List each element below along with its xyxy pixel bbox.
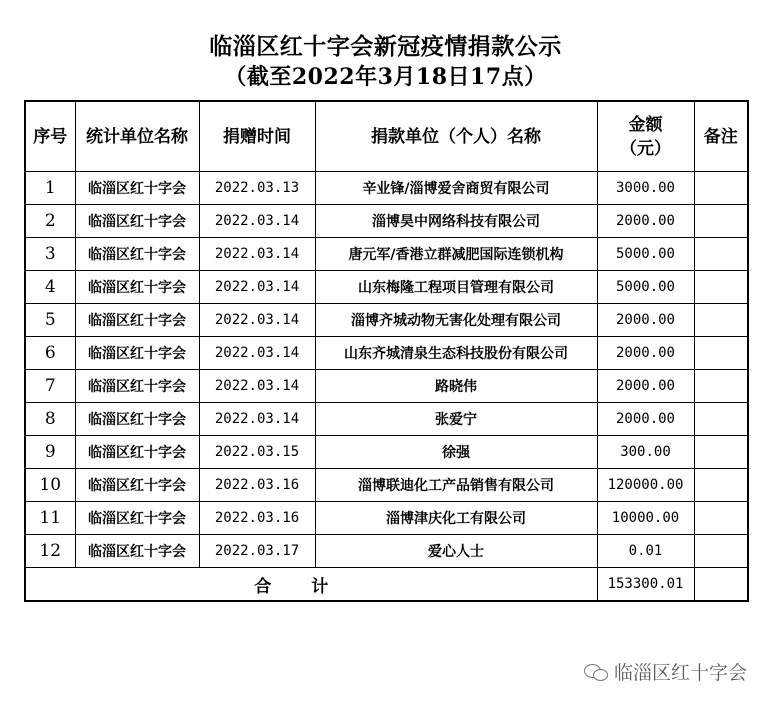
org-cell: 临淄区红十字会 <box>75 535 199 568</box>
note-cell <box>694 205 748 238</box>
table-row <box>25 436 748 469</box>
page-subtitle: （截至2022年3月18日17点） <box>224 64 547 90</box>
seq-cell: 3 <box>25 238 75 271</box>
amount-cell: 5000.00 <box>597 271 694 304</box>
org-cell: 临淄区红十字会 <box>75 337 199 370</box>
org-cell: 临淄区红十字会 <box>75 271 199 304</box>
donor-cell: 淄博齐城动物无害化处理有限公司 <box>315 304 597 337</box>
seq-cell: 10 <box>25 469 75 502</box>
donation-table <box>24 100 749 602</box>
date-cell: 2022.03.14 <box>199 370 315 403</box>
header-seq: 序号 <box>25 101 75 172</box>
seq-cell: 6 <box>25 337 75 370</box>
total-amount: 153300.01 <box>597 568 694 602</box>
donor-cell: 山东梅隆工程项目管理有限公司 <box>315 271 597 304</box>
donor-cell: 山东齐城清泉生态科技股份有限公司 <box>315 337 597 370</box>
note-cell <box>694 535 748 568</box>
header-amount-line1: 金额 <box>628 114 663 135</box>
org-cell: 临淄区红十字会 <box>75 502 199 535</box>
date-cell: 2022.03.16 <box>199 502 315 535</box>
page-title: 临淄区红十字会新冠疫情捐款公示 <box>209 33 562 60</box>
seq-cell: 11 <box>25 502 75 535</box>
table-row <box>25 271 748 304</box>
total-row <box>25 568 748 602</box>
note-cell <box>694 304 748 337</box>
org-cell: 临淄区红十字会 <box>75 370 199 403</box>
amount-cell: 2000.00 <box>597 337 694 370</box>
date-cell: 2022.03.14 <box>199 304 315 337</box>
org-cell: 临淄区红十字会 <box>75 469 199 502</box>
table-row <box>25 337 748 370</box>
donor-cell: 淄博昊中网络科技有限公司 <box>315 205 597 238</box>
seq-cell: 7 <box>25 370 75 403</box>
note-cell <box>694 370 748 403</box>
table-row <box>25 370 748 403</box>
amount-cell: 0.01 <box>597 535 694 568</box>
note-cell <box>694 469 748 502</box>
note-cell <box>694 238 748 271</box>
amount-cell: 300.00 <box>597 436 694 469</box>
note-cell <box>694 502 748 535</box>
note-cell <box>694 436 748 469</box>
header-note: 备注 <box>694 101 748 172</box>
date-cell: 2022.03.16 <box>199 469 315 502</box>
amount-cell: 2000.00 <box>597 304 694 337</box>
seq-cell: 1 <box>25 172 75 205</box>
date-cell: 2022.03.14 <box>199 403 315 436</box>
date-cell: 2022.03.14 <box>199 205 315 238</box>
donor-cell: 淄博津庆化工有限公司 <box>315 502 597 535</box>
watermark <box>584 658 747 685</box>
donor-cell: 爱心人士 <box>315 535 597 568</box>
table-row <box>25 205 748 238</box>
note-cell <box>694 271 748 304</box>
header-org: 统计单位名称 <box>75 101 199 172</box>
donor-cell: 唐元军/香港立群减肥国际连锁机构 <box>315 238 597 271</box>
donor-cell: 辛业锋/淄博爱舍商贸有限公司 <box>315 172 597 205</box>
table-row <box>25 304 748 337</box>
header-time: 捐赠时间 <box>199 101 315 172</box>
amount-cell: 120000.00 <box>597 469 694 502</box>
seq-cell: 9 <box>25 436 75 469</box>
total-note-cell <box>694 568 748 602</box>
table-row <box>25 172 748 205</box>
donor-cell: 淄博联迪化工产品销售有限公司 <box>315 469 597 502</box>
amount-cell: 2000.00 <box>597 370 694 403</box>
table-row <box>25 238 748 271</box>
header-amount-line2: （元） <box>620 138 671 159</box>
header-donor: 捐款单位（个人）名称 <box>315 101 597 172</box>
org-cell: 临淄区红十字会 <box>75 238 199 271</box>
amount-cell: 10000.00 <box>597 502 694 535</box>
seq-cell: 4 <box>25 271 75 304</box>
total-label: 合计 <box>25 568 597 602</box>
donor-cell: 张爱宁 <box>315 403 597 436</box>
org-cell: 临淄区红十字会 <box>75 205 199 238</box>
table-row <box>25 403 748 436</box>
date-cell: 2022.03.15 <box>199 436 315 469</box>
donor-cell: 徐强 <box>315 436 597 469</box>
date-cell: 2022.03.14 <box>199 238 315 271</box>
table-row <box>25 469 748 502</box>
seq-cell: 8 <box>25 403 75 436</box>
table-row <box>25 535 748 568</box>
note-cell <box>694 172 748 205</box>
table-row <box>25 502 748 535</box>
note-cell <box>694 403 748 436</box>
amount-cell: 3000.00 <box>597 172 694 205</box>
date-cell: 2022.03.14 <box>199 271 315 304</box>
wechat-icon <box>584 662 608 682</box>
donor-cell: 路晓伟 <box>315 370 597 403</box>
amount-cell: 5000.00 <box>597 238 694 271</box>
table-header-row <box>25 101 748 172</box>
seq-cell: 2 <box>25 205 75 238</box>
org-cell: 临淄区红十字会 <box>75 436 199 469</box>
org-cell: 临淄区红十字会 <box>75 403 199 436</box>
header-amount <box>597 101 694 172</box>
org-cell: 临淄区红十字会 <box>75 304 199 337</box>
date-cell: 2022.03.17 <box>199 535 315 568</box>
seq-cell: 5 <box>25 304 75 337</box>
amount-cell: 2000.00 <box>597 205 694 238</box>
seq-cell: 12 <box>25 535 75 568</box>
date-cell: 2022.03.14 <box>199 337 315 370</box>
watermark-text: 临淄区红十字会 <box>613 662 747 684</box>
org-cell: 临淄区红十字会 <box>75 172 199 205</box>
amount-cell: 2000.00 <box>597 403 694 436</box>
note-cell <box>694 337 748 370</box>
date-cell: 2022.03.13 <box>199 172 315 205</box>
